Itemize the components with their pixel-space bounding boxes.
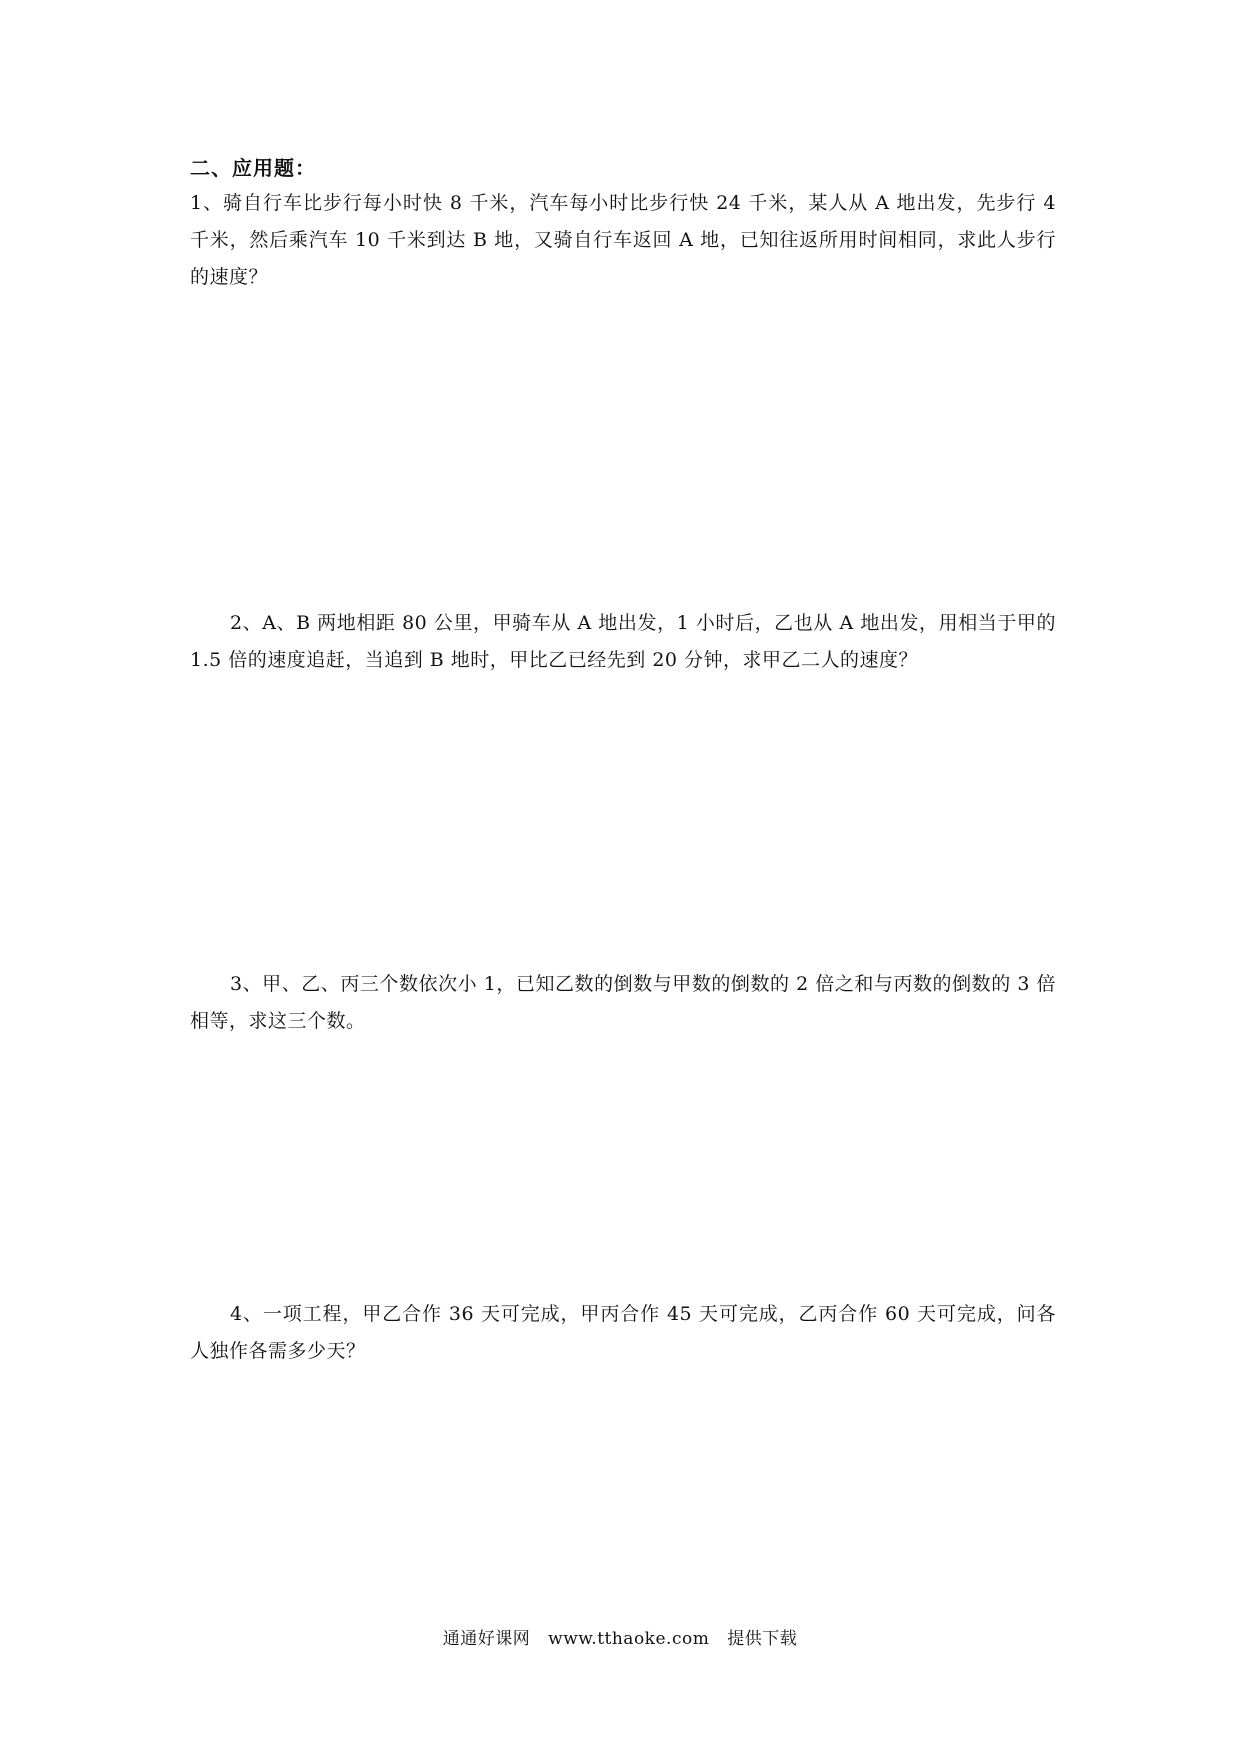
footer-url: www.tthaoke.com xyxy=(548,1629,710,1649)
page-footer xyxy=(0,1624,1240,1649)
footer-site-name: 通通好课网 xyxy=(442,1629,531,1649)
question-2: 2、A、B 两地相距 80 公里，甲骑车从 A 地出发，1 小时后，乙也从 A 地出发，用相当于甲的 1.5 倍的速度追赶，当追到 B 地时，甲比乙已经先到 20 分钟，求甲乙二人的速度？ xyxy=(190,612,1056,671)
question-4: 4、一项工程，甲乙合作 36 天可完成，甲丙合作 45 天可完成，乙丙合作 60 天可完成，问各人独作各需多少天？ xyxy=(190,1303,1056,1362)
question-3: 3、甲、乙、丙三个数依次小 1，已知乙数的倒数与甲数的倒数的 2 倍之和与丙数的倒数的 3 倍相等，求这三个数。 xyxy=(190,973,1056,1032)
section-heading: 二、应用题： xyxy=(190,156,316,180)
question-1: 1、骑自行车比步行每小时快 8 千米，汽车每小时比步行快 24 千米，某人从 A 地出发，先步行 4 千米，然后乘汽车 10 千米到达 B 地，又骑自行车返回 A 地，已知往返所用时间相同，求此人步行的速度？ xyxy=(190,192,1056,288)
footer-suffix: 提供下载 xyxy=(727,1629,798,1649)
